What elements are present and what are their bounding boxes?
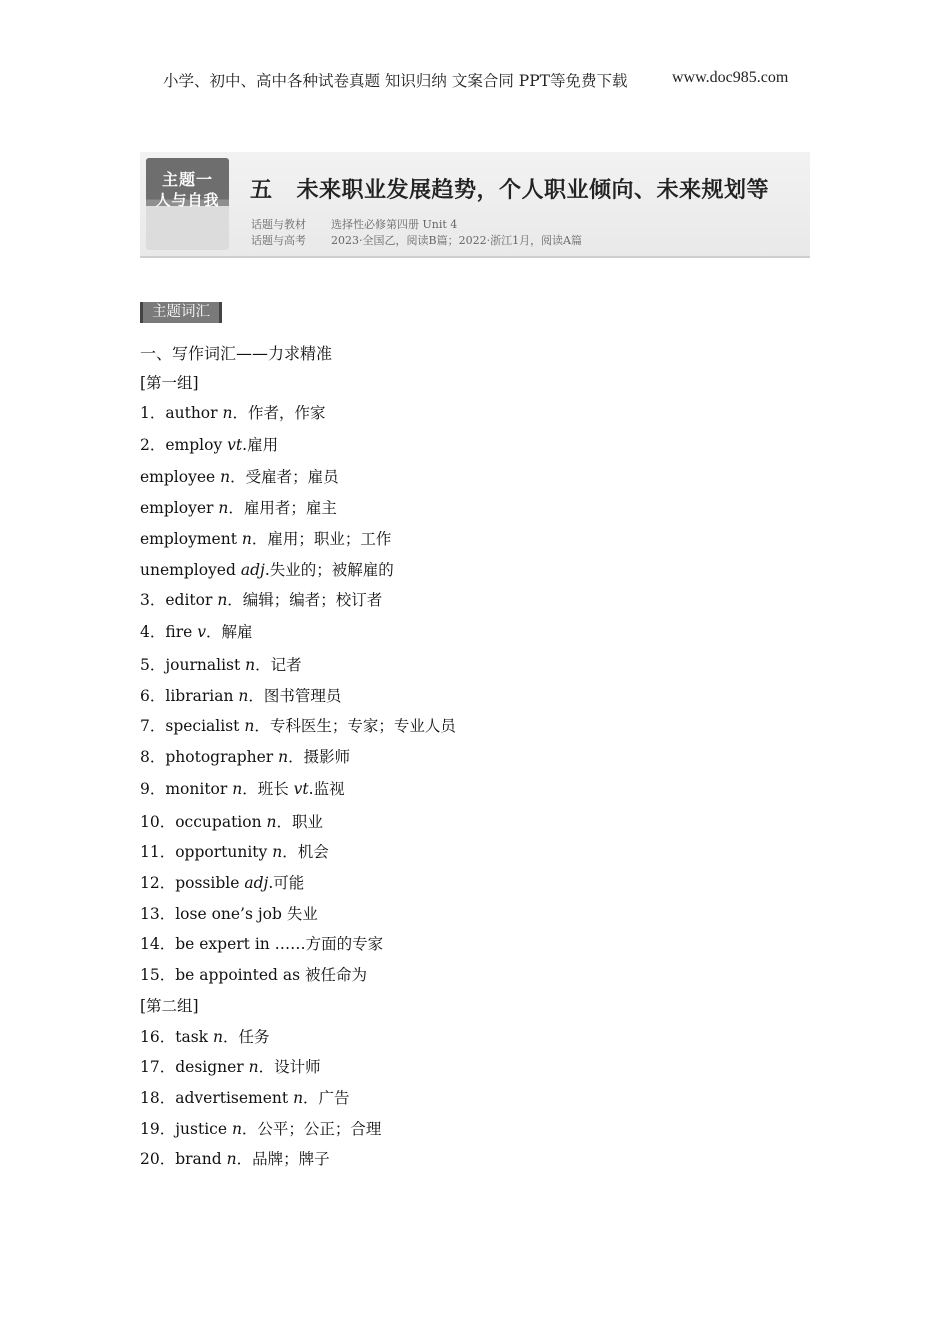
vocab-entry xyxy=(140,1086,350,1108)
vocab-word: 18．advertisement xyxy=(140,1089,294,1107)
vocab-entry xyxy=(140,465,339,487)
vocab-word: employer xyxy=(140,499,219,517)
header-url: www.doc985.com xyxy=(672,69,789,86)
part-of-speech: n xyxy=(241,530,252,548)
vocab-word: 4．fire xyxy=(140,623,198,641)
vocab-word: 10．occupation xyxy=(140,813,267,831)
section-title: 一、写作词汇——力求精准 xyxy=(140,344,333,363)
vocab-definition: ．雇用；职业；工作 xyxy=(251,530,392,548)
vocab-definition: ．雇用者；雇主 xyxy=(228,499,337,517)
unit-number: 五 xyxy=(250,178,273,203)
vocab-entry xyxy=(140,1055,321,1077)
vocab-entry xyxy=(140,840,329,862)
section-tag: 主题词汇 xyxy=(140,302,222,323)
part-of-speech: n xyxy=(218,499,229,517)
banner-title xyxy=(250,173,769,204)
meta1-key: 话题与教材 xyxy=(251,218,306,231)
vocab-word: 7．specialist xyxy=(140,717,245,735)
topic-banner xyxy=(140,152,810,258)
vocab-entry xyxy=(140,588,382,610)
vocab-definition: ．专科医生；专家；专业人员 xyxy=(254,717,456,735)
meta2-key: 话题与高考 xyxy=(251,234,306,247)
vocab-definition: ．机会 xyxy=(282,843,329,861)
vocab-word: 14．be expert in ……方面的专家 xyxy=(140,935,384,953)
header-text: 小学、初中、高中各种试卷真题 知识归纳 文案合同 PPT等免费下载 xyxy=(163,72,628,90)
vocab-entry xyxy=(140,433,278,455)
part-of-speech: n xyxy=(232,780,243,798)
part-of-speech: vt xyxy=(293,780,309,798)
vocab-definition: ．班长 xyxy=(242,780,294,798)
part-of-speech: n xyxy=(266,813,277,831)
vocab-entry xyxy=(140,558,394,580)
meta1-value: 选择性必修第四册 Unit 4 xyxy=(331,218,458,231)
vocab-word: 15．be appointed as 被任命为 xyxy=(140,966,367,984)
vocab-definition: ．品牌；牌子 xyxy=(236,1150,330,1168)
theme-badge xyxy=(146,158,229,250)
vocab-word: unemployed xyxy=(140,561,241,579)
vocab-word: 8．photographer xyxy=(140,748,279,766)
part-of-speech: n xyxy=(293,1089,304,1107)
part-of-speech: n xyxy=(245,656,256,674)
vocab-definition: ．图书管理员 xyxy=(248,687,342,705)
part-of-speech: n xyxy=(222,404,233,422)
vocab-entry xyxy=(140,684,341,706)
vocab-entry xyxy=(140,401,325,423)
vocab-word: 17．designer xyxy=(140,1058,249,1076)
vocab-entry xyxy=(140,871,304,893)
part-of-speech: n xyxy=(278,748,289,766)
part-of-speech: v xyxy=(197,623,206,641)
vocab-entry xyxy=(140,745,350,767)
vocab-entry xyxy=(140,1117,381,1139)
vocab-definition: .可能 xyxy=(268,874,305,892)
part-of-speech: n xyxy=(217,591,228,609)
vocab-word: 19．justice xyxy=(140,1120,232,1138)
vocab-word: 13．lose one’s job 失业 xyxy=(140,905,318,923)
vocab-word: 6．librarian xyxy=(140,687,239,705)
part-of-speech: n xyxy=(226,1150,237,1168)
part-of-speech: n xyxy=(212,1028,223,1046)
vocab-word: 9．monitor xyxy=(140,780,233,798)
badge-line2: 人与自我 xyxy=(155,191,220,209)
vocab-entry xyxy=(140,810,323,832)
vocab-entry xyxy=(140,620,253,642)
part-of-speech: adj xyxy=(244,874,269,892)
vocab-word: 3．editor xyxy=(140,591,218,609)
vocab-entry xyxy=(140,527,391,549)
part-of-speech: n xyxy=(248,1058,259,1076)
part-of-speech: adj xyxy=(240,561,265,579)
vocab-definition: ．作者，作家 xyxy=(232,404,326,422)
vocab-definition: ．记者 xyxy=(255,656,302,674)
vocab-word: 20．brand xyxy=(140,1150,227,1168)
topic-textbook-info xyxy=(251,216,457,232)
vocab-definition: ．职业 xyxy=(276,813,323,831)
part-of-speech: n xyxy=(231,1120,242,1138)
vocab-definition: ．受雇者；雇员 xyxy=(230,468,339,486)
vocab-definition: .雇用 xyxy=(242,436,279,454)
vocab-definition: ．解雇 xyxy=(205,623,253,641)
vocab-entry xyxy=(140,1025,269,1047)
group-heading-1: [第一组] xyxy=(140,374,199,392)
vocab-entry xyxy=(140,902,318,924)
vocab-entry xyxy=(140,714,456,736)
badge-line1: 主题一 xyxy=(161,170,213,189)
unit-title: 未来职业发展趋势，个人职业倾向、未来规划等 xyxy=(296,178,770,203)
part-of-speech: n xyxy=(272,843,283,861)
vocab-definition: ．任务 xyxy=(222,1028,270,1046)
part-of-speech: n xyxy=(238,687,249,705)
vocab-word: 11．opportunity xyxy=(140,843,273,861)
vocab-entry xyxy=(140,932,383,954)
vocab-word: 16．task xyxy=(140,1028,213,1046)
meta2-value: 2023·全国乙，阅读B篇；2022·浙江1月，阅读A篇 xyxy=(331,234,583,247)
topic-exam-info xyxy=(251,232,582,248)
vocab-definition: ．公平；公正；合理 xyxy=(241,1120,382,1138)
vocab-word: 12．possible xyxy=(140,874,245,892)
vocab-word: employee xyxy=(140,468,221,486)
vocab-entry xyxy=(140,777,345,799)
vocab-word: 2．employ xyxy=(140,436,228,454)
part-of-speech: vt xyxy=(227,436,243,454)
vocab-word: employment xyxy=(140,530,242,548)
vocab-word: 1．author xyxy=(140,404,223,422)
group-heading-2: [第二组] xyxy=(140,997,199,1015)
vocab-definition: ．设计师 xyxy=(258,1058,321,1076)
vocab-entry xyxy=(140,963,367,985)
vocab-word: 5．journalist xyxy=(140,656,246,674)
vocab-entry xyxy=(140,653,302,675)
vocab-definition: ．编辑；编者；校订者 xyxy=(227,591,383,609)
vocab-definition: .失业的；被解雇的 xyxy=(264,561,394,579)
vocab-definition: ．广告 xyxy=(303,1089,350,1107)
part-of-speech: n xyxy=(220,468,231,486)
vocab-definition: ．摄影师 xyxy=(288,748,351,766)
vocab-entry xyxy=(140,1147,330,1169)
vocab-entry xyxy=(140,496,337,518)
vocab-definition: .监视 xyxy=(308,780,345,798)
part-of-speech: n xyxy=(244,717,255,735)
